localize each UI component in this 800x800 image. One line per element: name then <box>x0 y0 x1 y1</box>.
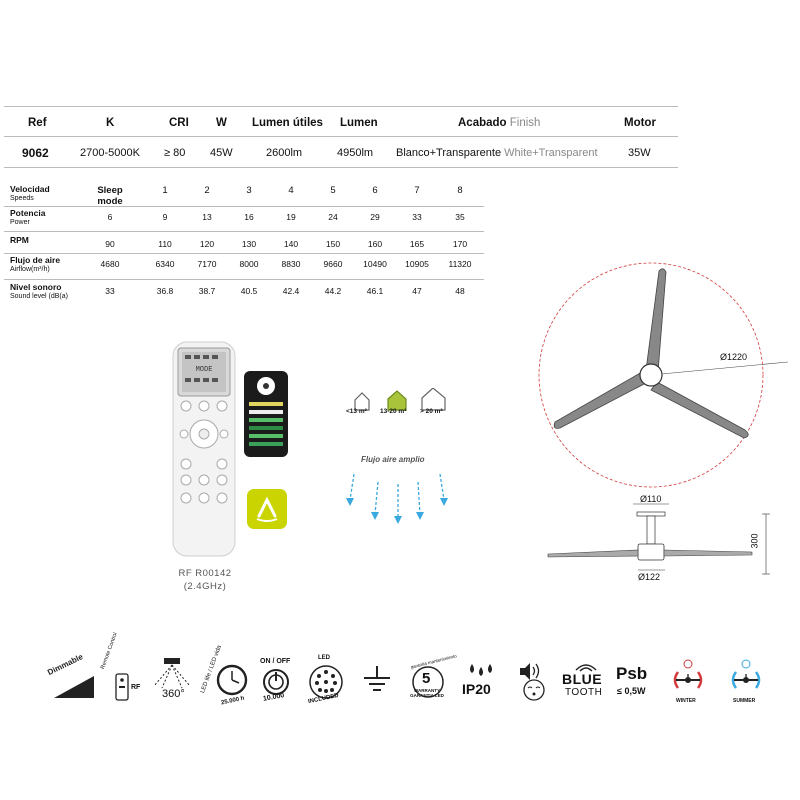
rf-label: RF <box>131 684 141 691</box>
onoff-count-label: 10.000 <box>262 692 285 703</box>
speed-table-cell: 13 <box>202 212 212 222</box>
speed-table-cell: 120 <box>199 239 215 249</box>
app-logo-icon <box>246 488 288 530</box>
psb-value: ≤ 0,5W <box>617 686 646 696</box>
bluetooth-blue-label: BLUE <box>562 671 603 687</box>
speed-table-cell: 16 <box>244 212 254 222</box>
dimension-height: 300 <box>749 533 760 549</box>
ceiling-canopy <box>637 512 665 516</box>
water-drops-icon <box>466 662 496 680</box>
speed-rule-1 <box>4 206 484 207</box>
speed-table-cell: 35 <box>455 212 465 222</box>
spec-mid-rule <box>4 136 678 137</box>
winter-mode-icon <box>668 656 708 698</box>
speed-table-cell: 90 <box>105 239 115 249</box>
angle-label: 360° <box>162 688 185 700</box>
val-ref: 9062 <box>22 146 49 160</box>
speed-row-label-es: Potencia <box>10 208 46 218</box>
speed-rule-4 <box>4 279 484 280</box>
led-included-top-label: LED <box>318 655 330 661</box>
speed-row-label <box>10 185 50 203</box>
speed-row-label-es: RPM <box>10 235 29 245</box>
remote-control <box>170 340 240 560</box>
speed-table-cell: 38.7 <box>198 286 216 296</box>
val-motor: 35W <box>628 147 651 159</box>
speed-row-label <box>10 283 68 301</box>
val-w: 45W <box>210 147 233 159</box>
speed-table-cell: 160 <box>367 239 383 249</box>
remote-frequency: (2.4GHz) <box>183 581 227 592</box>
speed-rule-3 <box>4 253 484 254</box>
room-large-label: > 20 m² <box>420 408 443 415</box>
speed-table-cell: 2 <box>204 185 210 196</box>
speed-rule-2 <box>4 231 484 232</box>
hdr-acabado: Acabado Finish <box>458 117 541 129</box>
dimmable-label: Dimmable <box>46 652 85 677</box>
warranty-text: garantía mantenimiento <box>410 653 458 670</box>
room-medium-label: 13-20 m² <box>380 408 407 415</box>
dimension-bottom: Ø122 <box>638 572 661 582</box>
speed-table-cell: 8000 <box>239 259 259 269</box>
side-blade-left <box>548 550 638 557</box>
led-life-label: LED life / LED vida <box>200 644 223 695</box>
fan-hub <box>640 364 662 386</box>
motor-housing <box>638 544 664 560</box>
silent-sound-icon <box>514 660 550 702</box>
speed-table-cell: 7 <box>414 185 420 196</box>
hdr-cri: CRI <box>169 117 189 129</box>
speed-row-label <box>10 236 29 245</box>
val-k: 2700-5000K <box>80 147 140 159</box>
val-lumen: 4950lm <box>337 147 374 159</box>
speed-table-cell: 130 <box>241 239 257 249</box>
dimension-diameter: Ø1220 <box>720 352 748 362</box>
speed-table-cell: 47 <box>412 286 422 296</box>
speed-row-label-en: Airflow(m³/h) <box>10 266 50 273</box>
speed-table-cell: 8830 <box>281 259 301 269</box>
warranty-led-label: WARRANTY GARANTIA LED <box>410 688 444 698</box>
hdr-finish: Finish <box>509 117 541 129</box>
spec-top-rule <box>4 106 678 107</box>
diameter-leader <box>651 362 788 375</box>
winter-label: WINTER <box>676 698 696 704</box>
airflow-label: Flujo aire amplio <box>361 455 425 464</box>
hdr-lumen: Lumen <box>340 117 378 129</box>
hdr-lumen-utiles: Lumen útiles <box>252 117 323 129</box>
ip-rating-label: IP20 <box>462 681 491 697</box>
speed-row-label <box>10 256 60 274</box>
speed-table-cell: 5 <box>330 185 336 196</box>
speed-table-cell: 33 <box>412 212 422 222</box>
speed-table-cell: 1 <box>162 185 168 196</box>
speed-table-cell: 7170 <box>197 259 217 269</box>
remote-lcd-text: MODE <box>195 366 213 374</box>
warranty-number: 5 <box>422 670 431 687</box>
fan-side-view-diagram <box>544 496 784 596</box>
phone-app-icon <box>243 370 289 458</box>
large-room-icon <box>422 388 445 410</box>
psb-label: Psb <box>616 664 648 683</box>
airflow-arrows <box>340 468 450 528</box>
speed-table-cell: 19 <box>286 212 296 222</box>
speed-table-cell: 4 <box>288 185 294 196</box>
dimension-top: Ø110 <box>640 494 662 504</box>
speed-table-cell: 9660 <box>323 259 343 269</box>
dimmable-icon <box>52 670 96 700</box>
speed-table-cell: 24 <box>328 212 338 222</box>
room-small-label: <13 m² <box>346 408 367 415</box>
speed-table-cell: 33 <box>105 286 115 296</box>
speed-table-cell: 44.2 <box>324 286 342 296</box>
val-acabado: Blanco+Transparente White+Transparent <box>396 147 598 159</box>
summer-label: SUMMER <box>733 698 756 704</box>
remote-model: RF R00142 <box>178 568 232 579</box>
hdr-k: K <box>106 117 115 129</box>
speed-table-cell: 11320 <box>448 259 472 269</box>
speed-table-cell: 140 <box>283 239 299 249</box>
speed-table-cell: 4680 <box>100 259 120 269</box>
speed-table-cell: 3 <box>246 185 252 196</box>
summer-mode-icon <box>726 656 766 698</box>
onoff-label: ON / OFF <box>260 658 291 665</box>
fan-blade-2 <box>554 372 646 428</box>
bluetooth-tooth-label: TOOTH <box>565 687 603 698</box>
hdr-w: W <box>216 117 227 129</box>
speed-table-cell: 6340 <box>155 259 175 269</box>
fan-blade-3 <box>651 382 748 438</box>
val-finish: White+Transparent <box>504 147 598 159</box>
speed-table-cell: 10490 <box>363 259 387 269</box>
speed-row-label-en: Speeds <box>10 195 34 202</box>
speed-table-cell: 48 <box>455 286 465 296</box>
spec-bottom-rule <box>4 167 678 168</box>
val-cri: ≥ 80 <box>164 147 186 159</box>
speed-row-label-es: Velocidad <box>10 184 50 194</box>
fan-top-view-diagram <box>530 258 800 488</box>
downrod <box>647 516 655 544</box>
speed-table-cell: 170 <box>452 239 468 249</box>
speed-table-cell: 150 <box>325 239 341 249</box>
speed-table-cell: 6 <box>372 185 378 196</box>
remote-rf-icon <box>104 660 144 704</box>
fan-blade-1 <box>646 269 666 372</box>
speed-table-cell: 29 <box>370 212 380 222</box>
power-icon <box>258 668 294 696</box>
speed-table-cell: 8 <box>457 185 463 196</box>
led-hours-label: 25.000 h <box>220 695 246 707</box>
led-included-label: INCLUDED <box>307 692 340 706</box>
val-lumen-utiles: 2600lm <box>266 147 303 159</box>
speed-table-cell: 10905 <box>405 259 429 269</box>
remote-label: Remote Control <box>100 631 119 671</box>
speed-table-cell: 36.8 <box>156 286 174 296</box>
speed-row-label <box>10 209 45 227</box>
speed-row-label-en: Power <box>10 219 30 226</box>
speed-table-cell: Sleep mode <box>97 185 123 207</box>
speed-table-cell: 46.1 <box>366 286 384 296</box>
speed-row-label-es: Flujo de aire <box>10 255 61 265</box>
speed-table-cell: 6 <box>107 212 113 222</box>
speed-table-cell: 165 <box>409 239 425 249</box>
speed-table-cell: 110 <box>158 239 172 249</box>
ground-icon <box>362 664 392 698</box>
side-blade-right <box>664 550 752 556</box>
speed-table-cell: 9 <box>162 212 168 222</box>
speed-row-label-es: Nivel sonoro <box>10 282 62 292</box>
hdr-motor: Motor <box>624 117 656 129</box>
speed-table-cell: 42.4 <box>282 286 300 296</box>
speed-table-cell: 40.5 <box>240 286 258 296</box>
hdr-ref: Ref <box>28 117 47 129</box>
speed-row-label-en: Sound level (dB(a) <box>10 293 68 300</box>
